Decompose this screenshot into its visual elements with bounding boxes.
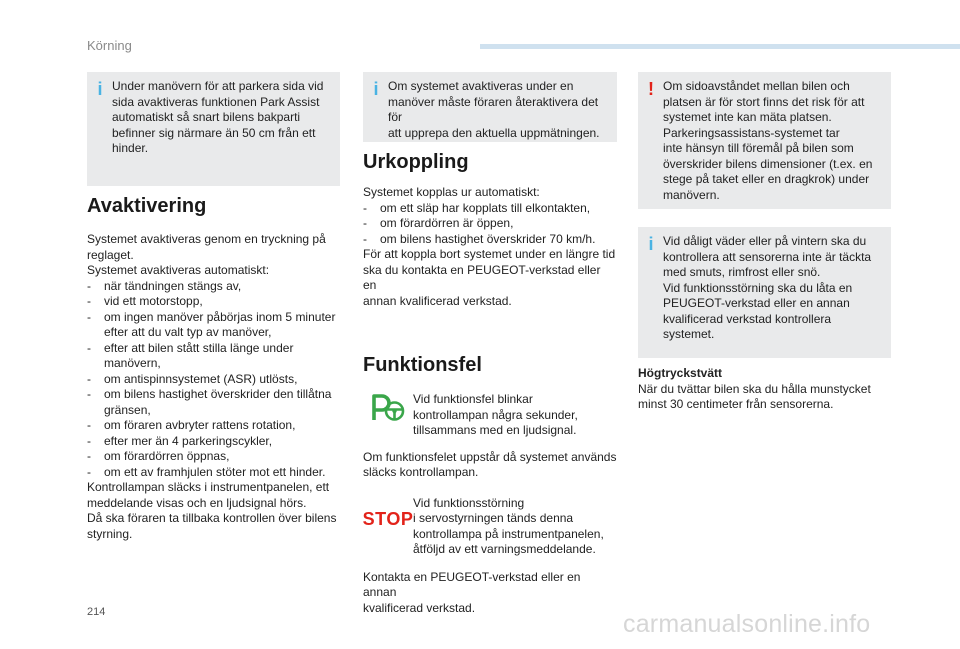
info-icon: i: [97, 79, 103, 99]
column-right: [638, 72, 891, 413]
list-item: - om förardörren är öppen,: [363, 216, 617, 232]
list-item: - om ett av framhjulen stöter mot ett hinder.: [87, 465, 340, 481]
list-item: - om bilens hastighet överskrider den tillåtna gränsen,: [87, 387, 340, 418]
stop-warning-row: [363, 496, 617, 558]
info-text: Vid dåligt väder eller på vintern ska du kontrollera att sensorerna inte är täckta med smuts, rimfrost eller snö. Vid funktionsstörning ska du låta en PEUGEOT-verkstad eller en annan kvalificerad verkstad kontrollera systemet.: [663, 234, 872, 341]
list-item: - om förardörren öppnas,: [87, 449, 340, 465]
list-item: - efter att bilen stått stilla länge under manövern,: [87, 341, 340, 372]
deactivation-list: [87, 279, 340, 481]
heading-malfunction: Funktionsfel: [363, 354, 482, 376]
pressure-wash-title: Högtryckstvätt: [638, 366, 723, 380]
malfunction-text-2: Vid funktionsstörning i servostyrningen tänds denna kontrollampa på instrumentpanelen, åtföljd av ett varningsmeddelande.: [413, 495, 604, 556]
deactivation-outro: Kontrollampan släcks i instrumentpanelen, ett meddelande visas och en ljudsignal hörs. Då ska föraren ta tillbaka kontrollen över bilens styrning.: [87, 480, 337, 541]
list-item: - vid ett motorstopp,: [87, 294, 340, 310]
list-item: - om antispinnsystemet (ASR) utlösts,: [87, 372, 340, 388]
stop-warning-icon: STOP: [362, 508, 414, 529]
section-title: Körning: [87, 38, 132, 53]
warning-icon: !: [648, 79, 654, 99]
deactivation-intro: Systemet avaktiveras genom en tryckning på reglaget. Systemet avaktiveras automatiskt:: [87, 232, 326, 277]
header-rule: [480, 44, 960, 49]
column-left: [87, 72, 340, 542]
warning-box: [638, 72, 891, 209]
malfunction-mid: Om funktionsfelet uppstår då systemet används släcks kontrollampan.: [363, 449, 617, 479]
park-assist-steering-icon: [370, 392, 406, 422]
list-item: - om föraren avbryter rattens rotation,: [87, 418, 340, 434]
warning-text: Om sidoavståndet mellan bilen och platsen är för stort finns det risk för att systemet inte kan mäta platsen. Parkeringsassistans-systemet tar inte hänsyn till föremål på bilen som överskrider bilens dimensioner (t.ex. en stege på taket eller en dragkrok) under manövern.: [663, 79, 873, 202]
list-item: - efter mer än 4 parkeringscykler,: [87, 434, 340, 450]
info-icon: i: [648, 234, 654, 254]
malfunction-outro: Kontakta en PEUGEOT-verkstad eller en annan kvalificerad verkstad.: [363, 569, 581, 615]
info-box: [87, 72, 340, 186]
page-number: 214: [87, 606, 106, 618]
list-item: - när tändningen stängs av,: [87, 279, 340, 295]
heading-deactivation: Avaktivering: [87, 195, 207, 217]
uncoupling-intro: Systemet kopplas ur automatiskt:: [363, 185, 540, 199]
heading-uncoupling: Urkoppling: [363, 151, 469, 173]
malfunction-text-1: Vid funktionsfel blinkar kontrollampan några sekunder, tillsammans med en ljudsignal.: [413, 392, 578, 437]
info-box: [638, 227, 891, 358]
pressure-wash-text: När du tvättar bilen ska du hålla munstycket minst 30 centimeter från sensorerna.: [638, 381, 871, 411]
uncoupling-list: [363, 201, 617, 248]
column-middle: [363, 72, 617, 616]
list-item: - om ett släp har kopplats till elkontakten,: [363, 201, 617, 217]
info-box: [363, 72, 617, 142]
info-text: Om systemet avaktiveras under en manöver måste föraren återaktivera det för att upprepa den aktuella uppmätningen.: [388, 79, 600, 140]
park-assist-warning-row: [363, 392, 617, 439]
list-item: - om bilens hastighet överskrider 70 km/h.: [363, 232, 617, 248]
info-text: Under manövern för att parkera sida vid sida avaktiveras funktionen Park Assist automatiskt så snart bilens bakparti befinner sig närmare än 50 cm från ett hinder.: [112, 79, 324, 155]
uncoupling-outro: För att koppla bort systemet under en längre tid ska du kontakta en PEUGEOT-verkstad eller en annan kvalificerad verkstad.: [363, 247, 616, 308]
watermark: carmanualsonline.info: [623, 610, 871, 638]
info-icon: i: [373, 79, 379, 99]
list-item: - om ingen manöver påbörjas inom 5 minuter efter att du valt typ av manöver,: [87, 310, 340, 341]
